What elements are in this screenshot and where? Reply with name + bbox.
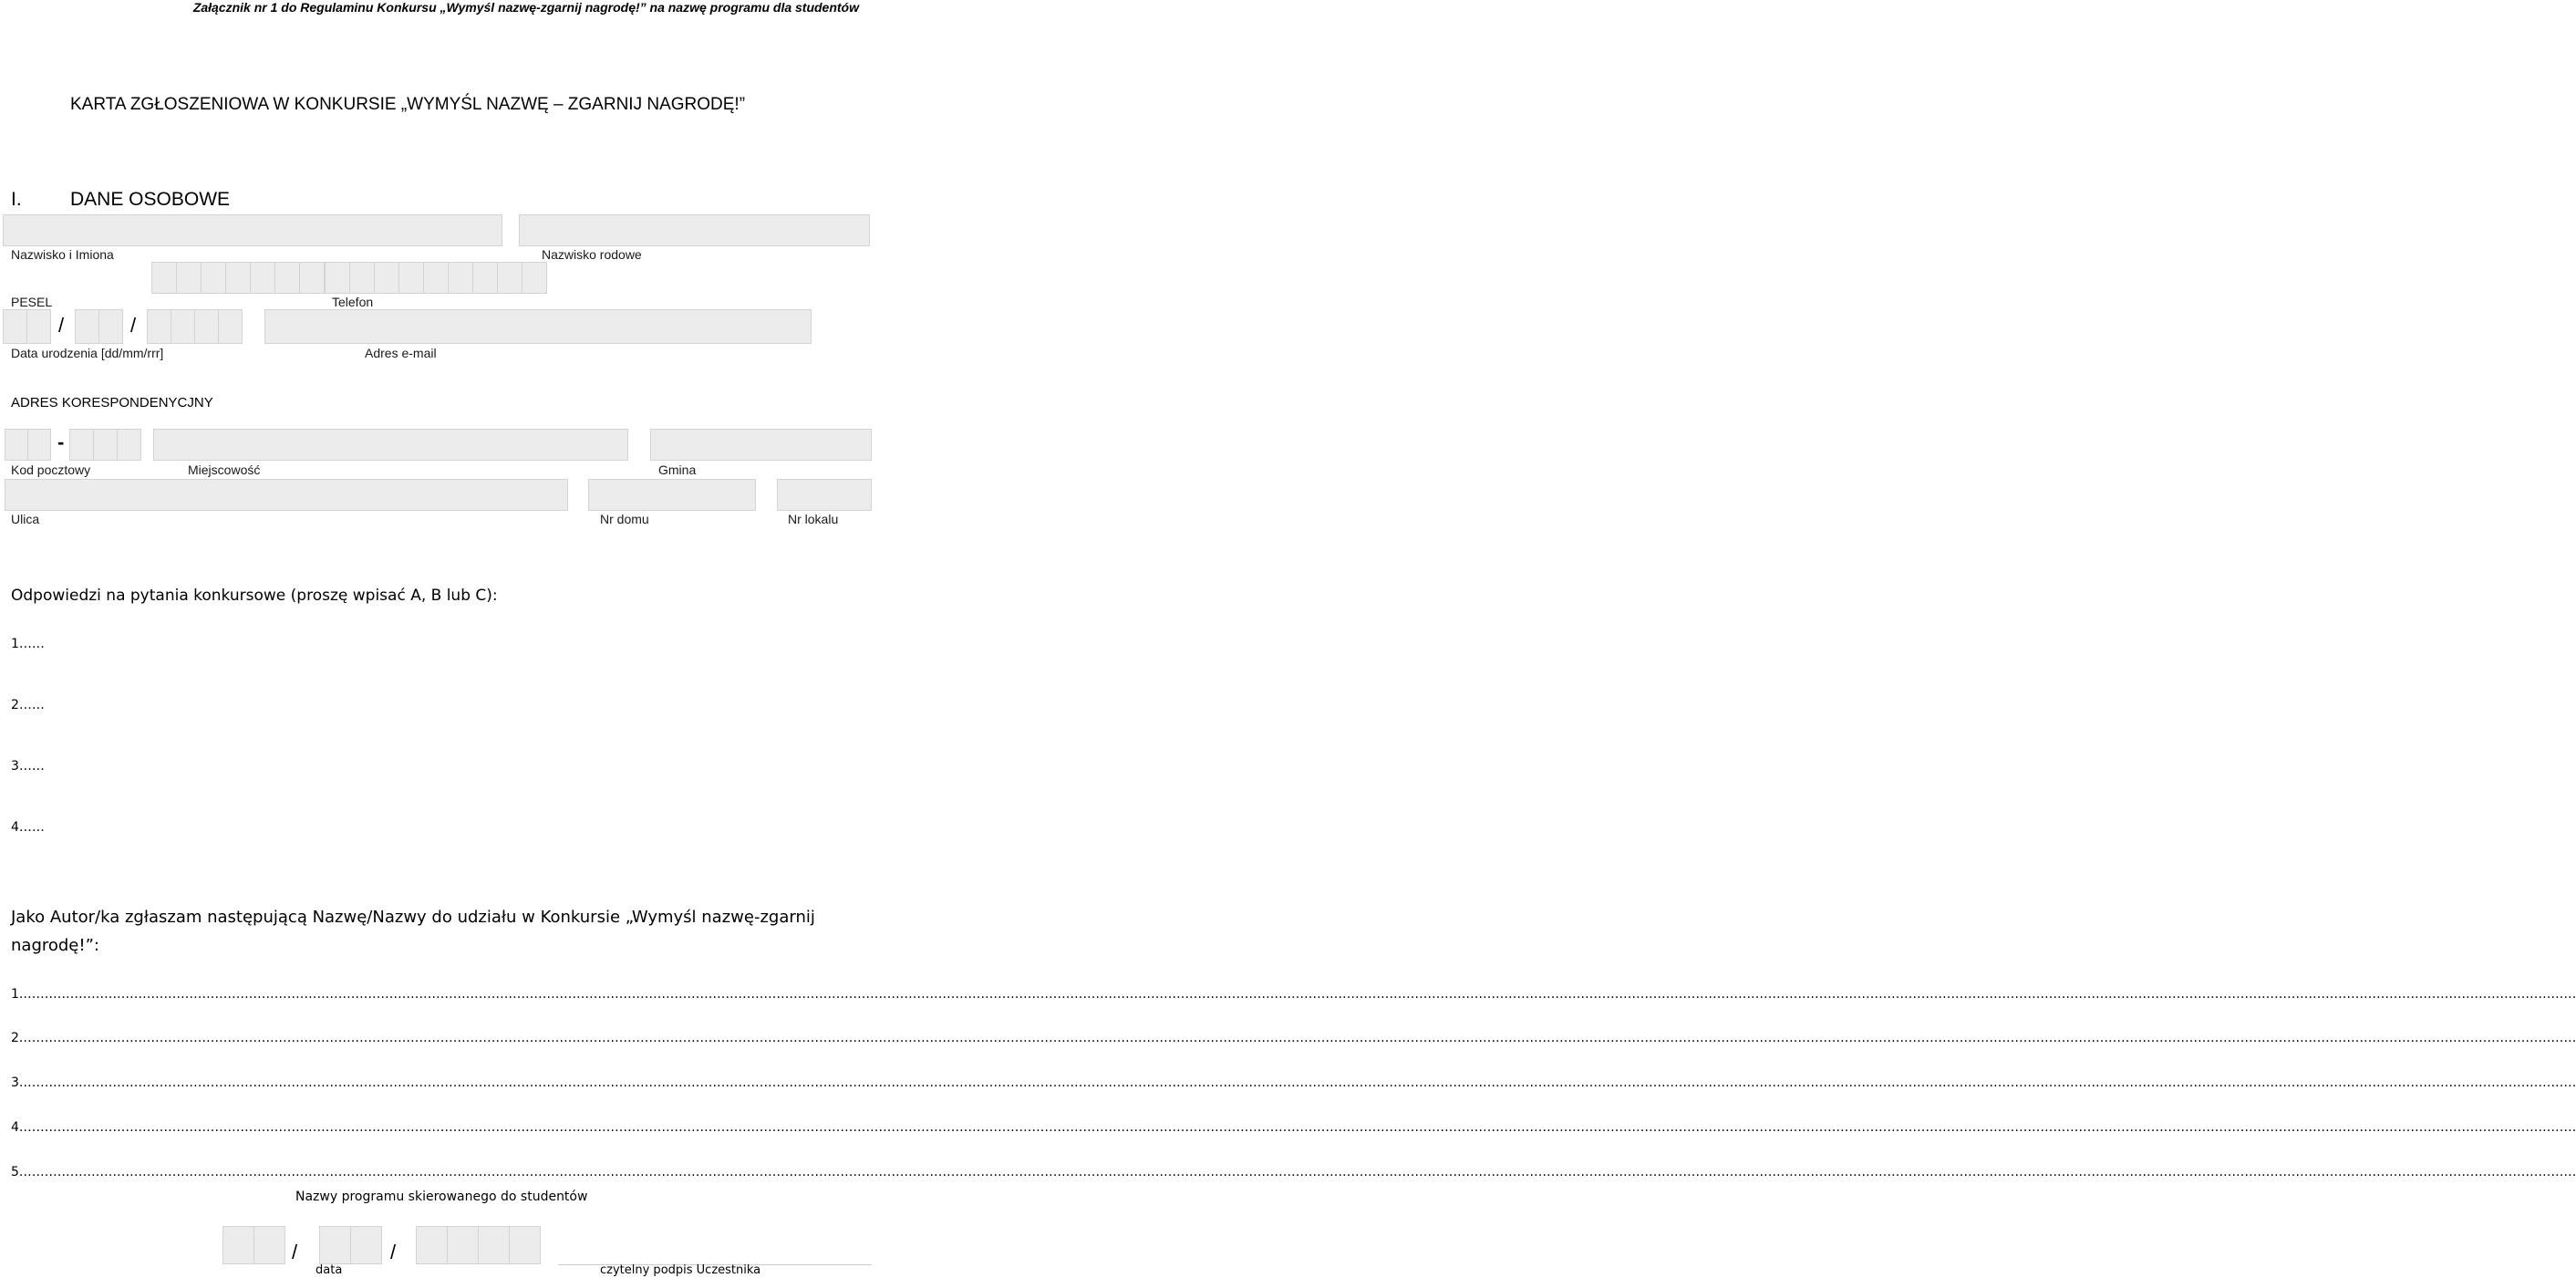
email-field[interactable] [264, 309, 812, 344]
commune-label: Gmina [658, 462, 697, 477]
section-heading: DANE OSOBOWE [70, 189, 231, 210]
family-name-label: Nazwisko rodowe [542, 247, 642, 262]
names-caption: Nazwy programu skierowanego do studentów [295, 1190, 588, 1204]
phone-field[interactable] [325, 262, 546, 294]
street-field[interactable] [5, 479, 568, 511]
apartment-no-field[interactable] [777, 479, 872, 511]
postal-code-label: Kod pocztowy [11, 462, 91, 477]
answer-1[interactable]: 1…… [11, 637, 45, 651]
house-no-label: Nr domu [600, 512, 649, 526]
annex-note: Załącznik nr 1 do Regulaminu Konkursu „Wymyśl nazwę-zgarnij nagrodę!” na nazwę programu dla studentów [192, 0, 859, 15]
street-label: Ulica [11, 512, 40, 526]
answers-heading: Odpowiedzi na pytania konkursowe (proszę wpisać A, B lub C): [11, 587, 498, 605]
name-entry-3[interactable]: 3.…………………………………………………………………………………………………………………………………………………………………………………………………………………………………………………………………………………………………………………………………………………………………………………………………………………………………………………………………………………………………………………………………………………… [11, 1075, 2576, 1090]
answer-3[interactable]: 3…… [11, 759, 45, 774]
address-heading: ADRES KORESPONDENYCJNY [11, 395, 213, 410]
postal-separator: - [57, 431, 65, 453]
birth-day-field[interactable] [3, 309, 50, 344]
section-number: I. [11, 189, 22, 210]
city-label: Miejscowość [188, 462, 261, 477]
birth-month-field[interactable] [75, 309, 122, 344]
birth-date-separator: / [58, 314, 65, 337]
family-name-field[interactable] [519, 214, 870, 246]
signature-label: czytelny podpis Uczestnika [600, 1263, 761, 1277]
name-entry-2[interactable]: 2.…………………………………………………………………………………………………………………………………………………………………………………………………………………………………………………………………………………………………………………………………………………………………………………………………………………………………………………………………………………………………………………………………………………… [11, 1031, 2576, 1045]
form-title: KARTA ZGŁOSZENIOWA W KONKURSIE „WYMYŚL NAZWĘ – ZGARNIJ NAGRODĘ!” [70, 95, 746, 114]
answer-4[interactable]: 4…… [11, 820, 45, 835]
birth-date-label: Data urodzenia [dd/mm/rrr] [11, 346, 164, 360]
city-field[interactable] [153, 429, 628, 461]
name-field[interactable] [3, 214, 502, 246]
email-label: Adres e-mail [365, 346, 437, 360]
date-label: data [316, 1263, 343, 1277]
phone-label: Telefon [332, 295, 374, 309]
name-label: Nazwisko i Imiona [11, 247, 114, 262]
pesel-label: PESEL [11, 295, 53, 309]
birth-year-field[interactable] [147, 309, 242, 344]
postal-code-part2[interactable] [69, 429, 140, 461]
date-month-field[interactable] [319, 1226, 381, 1264]
date-separator-2: / [390, 1241, 397, 1263]
date-day-field[interactable] [222, 1226, 284, 1264]
name-entry-1[interactable]: 1.…………………………………………………………………………………………………………………………………………………………………………………………………………………………………………………………………………………………………………………………………………………………………………………………………………………………………………………………………………………………………………………………………………………… [11, 987, 2576, 1002]
date-year-field[interactable] [416, 1226, 540, 1264]
name-entry-4[interactable]: 4.…………………………………………………………………………………………………………………………………………………………………………………………………………………………………………………………………………………………………………………………………………………………………………………………………………………………………………………………………………………………………………………………………………………… [11, 1120, 2576, 1135]
birth-date-separator-2: / [130, 314, 137, 337]
date-separator-1: / [292, 1241, 298, 1263]
commune-field[interactable] [650, 429, 872, 461]
name-entry-5[interactable]: 5.…………………………………………………………………………………………………………………………………………………………………………………………………………………………………………………………………………………………………………………………………………………………………………………………………………………………………………………………………………………………………………………………………………………… [11, 1165, 2576, 1179]
names-heading: Jako Autor/ka zgłaszam następującą Nazwę/Nazwy do udziału w Konkursie „Wymyśl nazwę-zgarnij nagrodę!”: [11, 908, 815, 955]
postal-code-part1[interactable] [5, 429, 50, 461]
house-no-field[interactable] [588, 479, 756, 511]
apartment-no-label: Nr lokalu [788, 512, 839, 526]
answer-2[interactable]: 2…… [11, 698, 45, 712]
